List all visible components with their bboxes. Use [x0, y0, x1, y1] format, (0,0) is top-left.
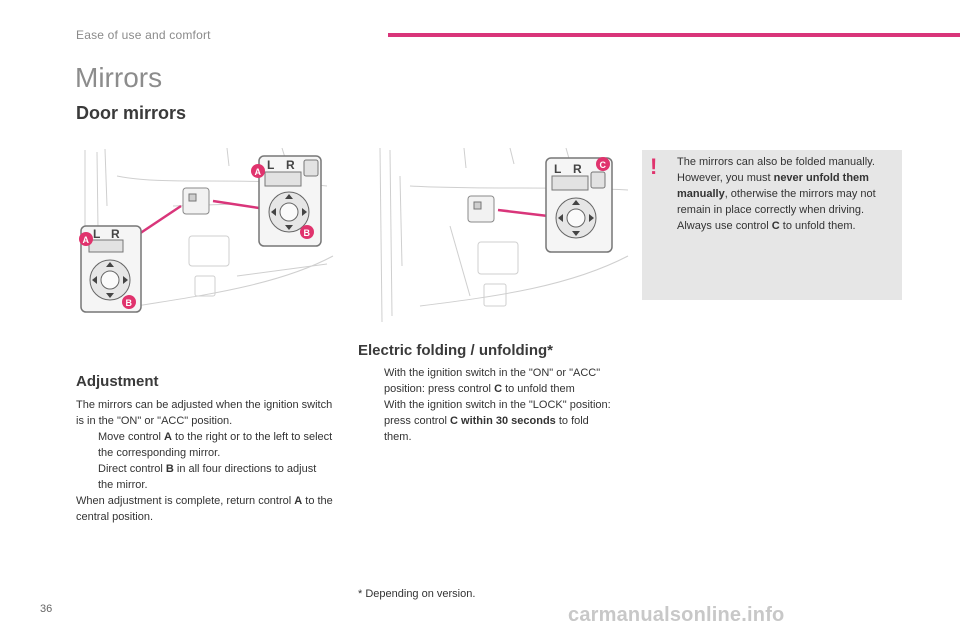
fold-b1-pre: With the ignition switch in the "ON" or "ACC" position: press control	[384, 367, 601, 395]
adjustment-intro: The mirrors can be adjusted when the ignition switch is in the "ON" or "ACC" position.	[76, 399, 333, 427]
adjustment-heading: Adjustment	[76, 373, 159, 390]
watermark: carmanualsonline.info	[568, 604, 785, 626]
label-r-left: R	[111, 227, 120, 241]
label-l-right: L	[267, 158, 275, 172]
label-r-right: R	[286, 158, 295, 172]
label-b-left: B	[125, 298, 132, 308]
warning-icon: !	[650, 154, 658, 179]
note-line3	[677, 218, 895, 234]
adj-b2-pre: Direct control	[98, 463, 166, 475]
warning-note-text	[677, 154, 895, 234]
adjustment-bullet-1	[76, 429, 334, 461]
footnote: * Depending on version.	[358, 588, 476, 600]
fold-b1-post: to unfold them	[502, 383, 575, 395]
fold-b2-pre: With the ignition switch in the "LOCK" position: press control	[384, 399, 611, 427]
warning-note	[642, 150, 902, 300]
note-line3-post: to unfold them.	[779, 220, 856, 232]
fold-b2-post: to fold them.	[384, 415, 589, 443]
section-subtitle: Door mirrors	[76, 103, 187, 123]
folding-bullet-2	[362, 397, 612, 445]
folding-heading: Electric folding / unfolding*	[358, 342, 553, 359]
label-a-left: A	[82, 235, 89, 245]
label-a-right: A	[254, 167, 261, 177]
section-header: Ease of use and comfort	[76, 28, 211, 42]
adj-b1-post: to the right or to the left to select the corresponding mirror.	[98, 431, 333, 459]
label-l-left: L	[93, 227, 101, 241]
fold-b1-bold: C	[494, 383, 503, 395]
note-line2-pre: However, you must	[677, 172, 774, 184]
label-c: C	[599, 160, 606, 170]
adj-outro-bold: A	[294, 495, 303, 507]
page-number: 36	[40, 603, 53, 615]
adj-b2-post: in all four directions to adjust the mirror.	[98, 463, 317, 491]
mirror-fold-illustration	[360, 146, 630, 324]
note-line2-post: , otherwise the mirrors may not remain in place correctly when driving.	[677, 188, 876, 216]
note-line3-bold: C	[771, 220, 780, 232]
note-line2	[677, 170, 895, 218]
page-title: Mirrors	[75, 62, 163, 93]
label-r-fold: R	[573, 162, 582, 176]
adjustment-outro	[76, 493, 334, 525]
adj-outro-pre: When adjustment is complete, return control	[76, 495, 295, 507]
note-line1: The mirrors can also be folded manually.	[677, 156, 875, 168]
adj-b1-pre: Move control	[98, 431, 165, 443]
mirror-adjust-illustration	[77, 146, 335, 318]
folding-bullet-1	[362, 365, 612, 397]
fold-b2-bold: C within 30 seconds	[450, 415, 556, 427]
adj-b2-bold: B	[165, 463, 174, 475]
adjustment-body	[76, 397, 334, 525]
note-line2-bold: never unfold them manually	[677, 172, 869, 200]
adjustment-bullet-2	[76, 461, 334, 493]
adj-outro-post: to the central position.	[76, 495, 333, 523]
folding-body	[362, 365, 612, 445]
adj-b1-bold: A	[164, 431, 172, 443]
label-b-right: B	[303, 228, 310, 238]
note-line3-pre: Always use control	[677, 220, 772, 232]
header-rule	[388, 33, 960, 37]
label-l-fold: L	[554, 162, 562, 176]
